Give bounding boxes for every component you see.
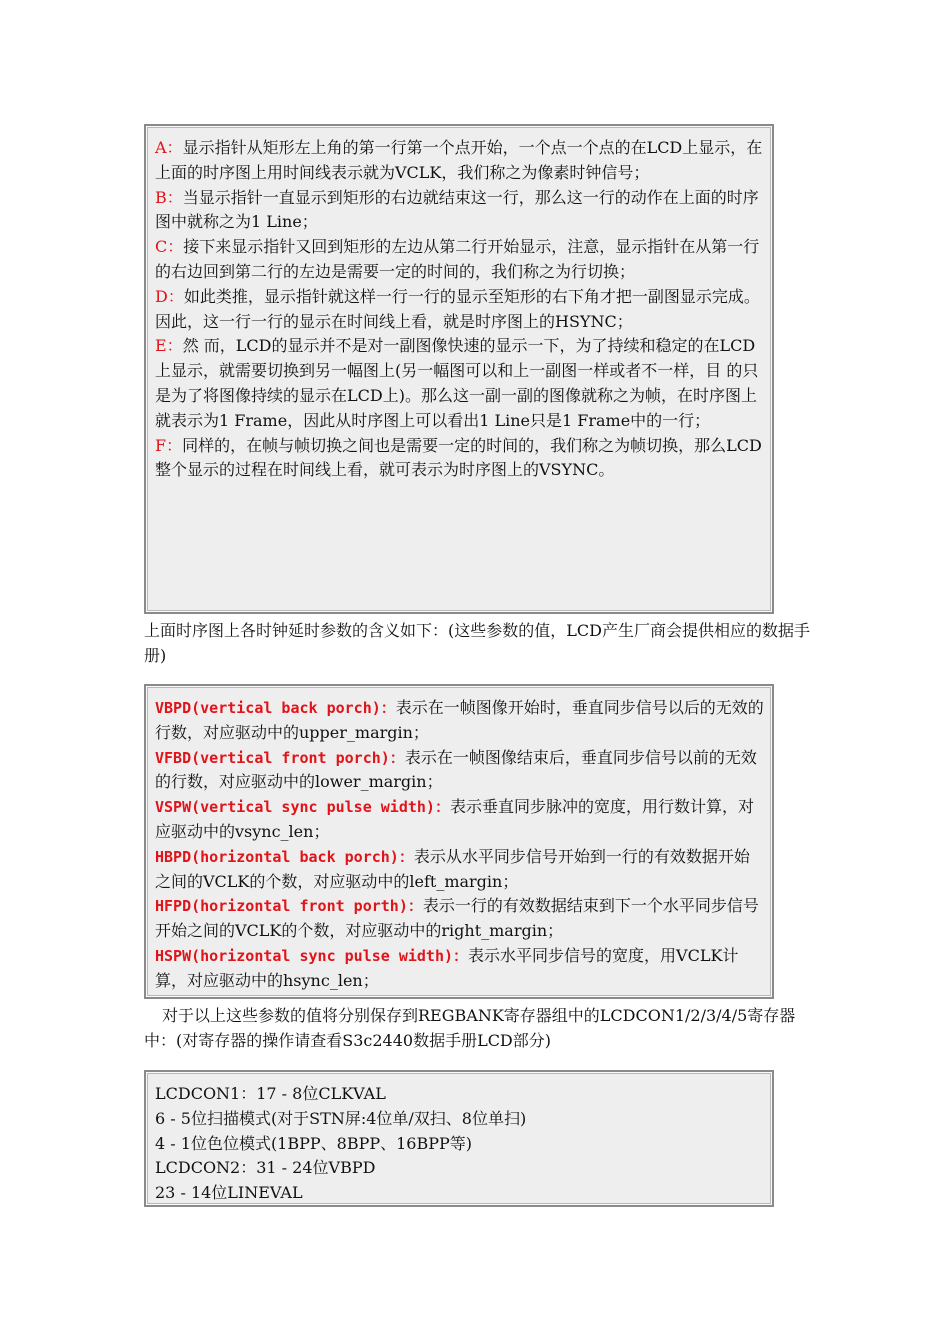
item-c — [155, 235, 764, 285]
item-text: 同样的，在帧与帧切换之间也是需要一定的时间的，我们称之为帧切换，那么LCD整个显示的过程在时间线上看，就可表示为时序图上的VSYNC。 — [155, 435, 762, 480]
param-text: 表示从水平同步信号开始到一行的有效数据开始之间的VCLK的个数，对应驱动中的left_margin； — [155, 846, 750, 891]
register-line: LCDCON2：31 - 24位VBPD — [155, 1158, 376, 1178]
timing-params-box — [144, 684, 774, 999]
param-text: 表示在一帧图像开始时，垂直同步信号以后的无效的行数，对应驱动中的upper_margin； — [155, 698, 764, 742]
register-intro: 对于以上这些参数的值将分别保存到REGBANK寄存器组中的LCDCON1/2/3/4/5寄存器中：(对寄存器的操作请查看S3c2440数据手册LCD部分) — [144, 1006, 796, 1050]
item-label: B： — [155, 187, 183, 207]
param-vbpd — [155, 696, 764, 746]
param-vspw — [155, 795, 764, 845]
item-a — [155, 136, 764, 186]
item-label: F： — [155, 435, 183, 455]
param-hspw — [155, 944, 764, 994]
register-line: 4 - 1位色位模式(1BPP、8BPP、16BPP等) — [155, 1133, 473, 1153]
item-text: 如此类推，显示指针就这样一行一行的显示至矩形的右下角才把一副图显示完成。因此，这一行一行的显示在时间线上看，就是时序图上的HSYNC； — [155, 286, 760, 331]
param-text: 表示一行的有效数据结束到下一个水平同步信号开始之间的VCLK的个数，对应驱动中的right_margin； — [155, 896, 759, 941]
register-line: 6 - 5位扫描模式(对于STN屏:4位单/双扫、8位单扫) — [155, 1108, 527, 1128]
item-e — [155, 334, 764, 433]
param-vfbd — [155, 746, 764, 796]
param-label: HSPW(horizontal sync pulse width)： — [155, 946, 469, 965]
item-label: A： — [155, 138, 183, 157]
param-label: HFPD(horizontal front porth)： — [155, 897, 423, 916]
item-label: D： — [155, 286, 184, 306]
item-text: 接下来显示指针又回到矩形的左边从第二行开始显示，注意，显示指针在从第一行的右边回到第二行的左边是需要一定的时间的，我们称之为行切换； — [155, 237, 760, 281]
param-hfpd — [155, 894, 764, 944]
register-line: 23 - 14位LINEVAL — [155, 1183, 303, 1203]
param-label: VBPD(vertical back porch)： — [155, 699, 396, 717]
timing-explanation-box — [144, 124, 774, 614]
item-text: 显示指针从矩形左上角的第一行第一个点开始，一个点一个点的在LCD上显示，在上面的时序图上用时间线表示就为VCLK，我们称之为像素时钟信号； — [155, 138, 763, 182]
param-label: VSPW(vertical sync pulse width)： — [155, 798, 450, 817]
item-text: 当显示指针一直显示到矩形的右边就结束这一行，那么这一行的动作在上面的时序图中就称之为1 Line； — [155, 187, 759, 232]
lcdcon-register-box — [144, 1070, 774, 1207]
param-text: 表示在一帧图像结束后，垂直同步信号以前的无效的行数，对应驱动中的lower_margin； — [155, 747, 757, 792]
item-text: 然 而，LCD的显示并不是对一副图像快速的显示一下，为了持续和稳定的在LCD上显示，就需要切换到另一幅图上(另一幅图可以和上一副图一样或者不一样，目 的只是为了将图像持续的显示在LCD上)。那么这一副一副的图像就称之为帧，在时序图上就表示为1 Frame，因此从时序图上可以看出1 Line只是1 Frame中的一行； — [155, 336, 759, 430]
item-label: E： — [155, 336, 183, 356]
item-label: C： — [155, 237, 184, 257]
item-b — [155, 186, 764, 236]
timing-params-intro: 上面时序图上各时钟延时参数的含义如下：(这些参数的值，LCD产生厂商会提供相应的数据手册) — [144, 621, 810, 665]
item-f — [155, 434, 764, 484]
param-text: 表示水平同步信号的宽度，用VCLK计算，对应驱动中的hsync_len； — [155, 945, 739, 990]
param-label: HBPD(horizontal back porch)： — [155, 847, 414, 866]
param-hbpd — [155, 845, 764, 895]
param-text: 表示垂直同步脉冲的宽度，用行数计算，对应驱动中的vsync_len； — [155, 797, 754, 841]
item-d — [155, 285, 764, 335]
register-line: LCDCON1：17 - 8位CLKVAL — [155, 1084, 386, 1103]
param-label: VFBD(vertical front porch)： — [155, 748, 405, 767]
